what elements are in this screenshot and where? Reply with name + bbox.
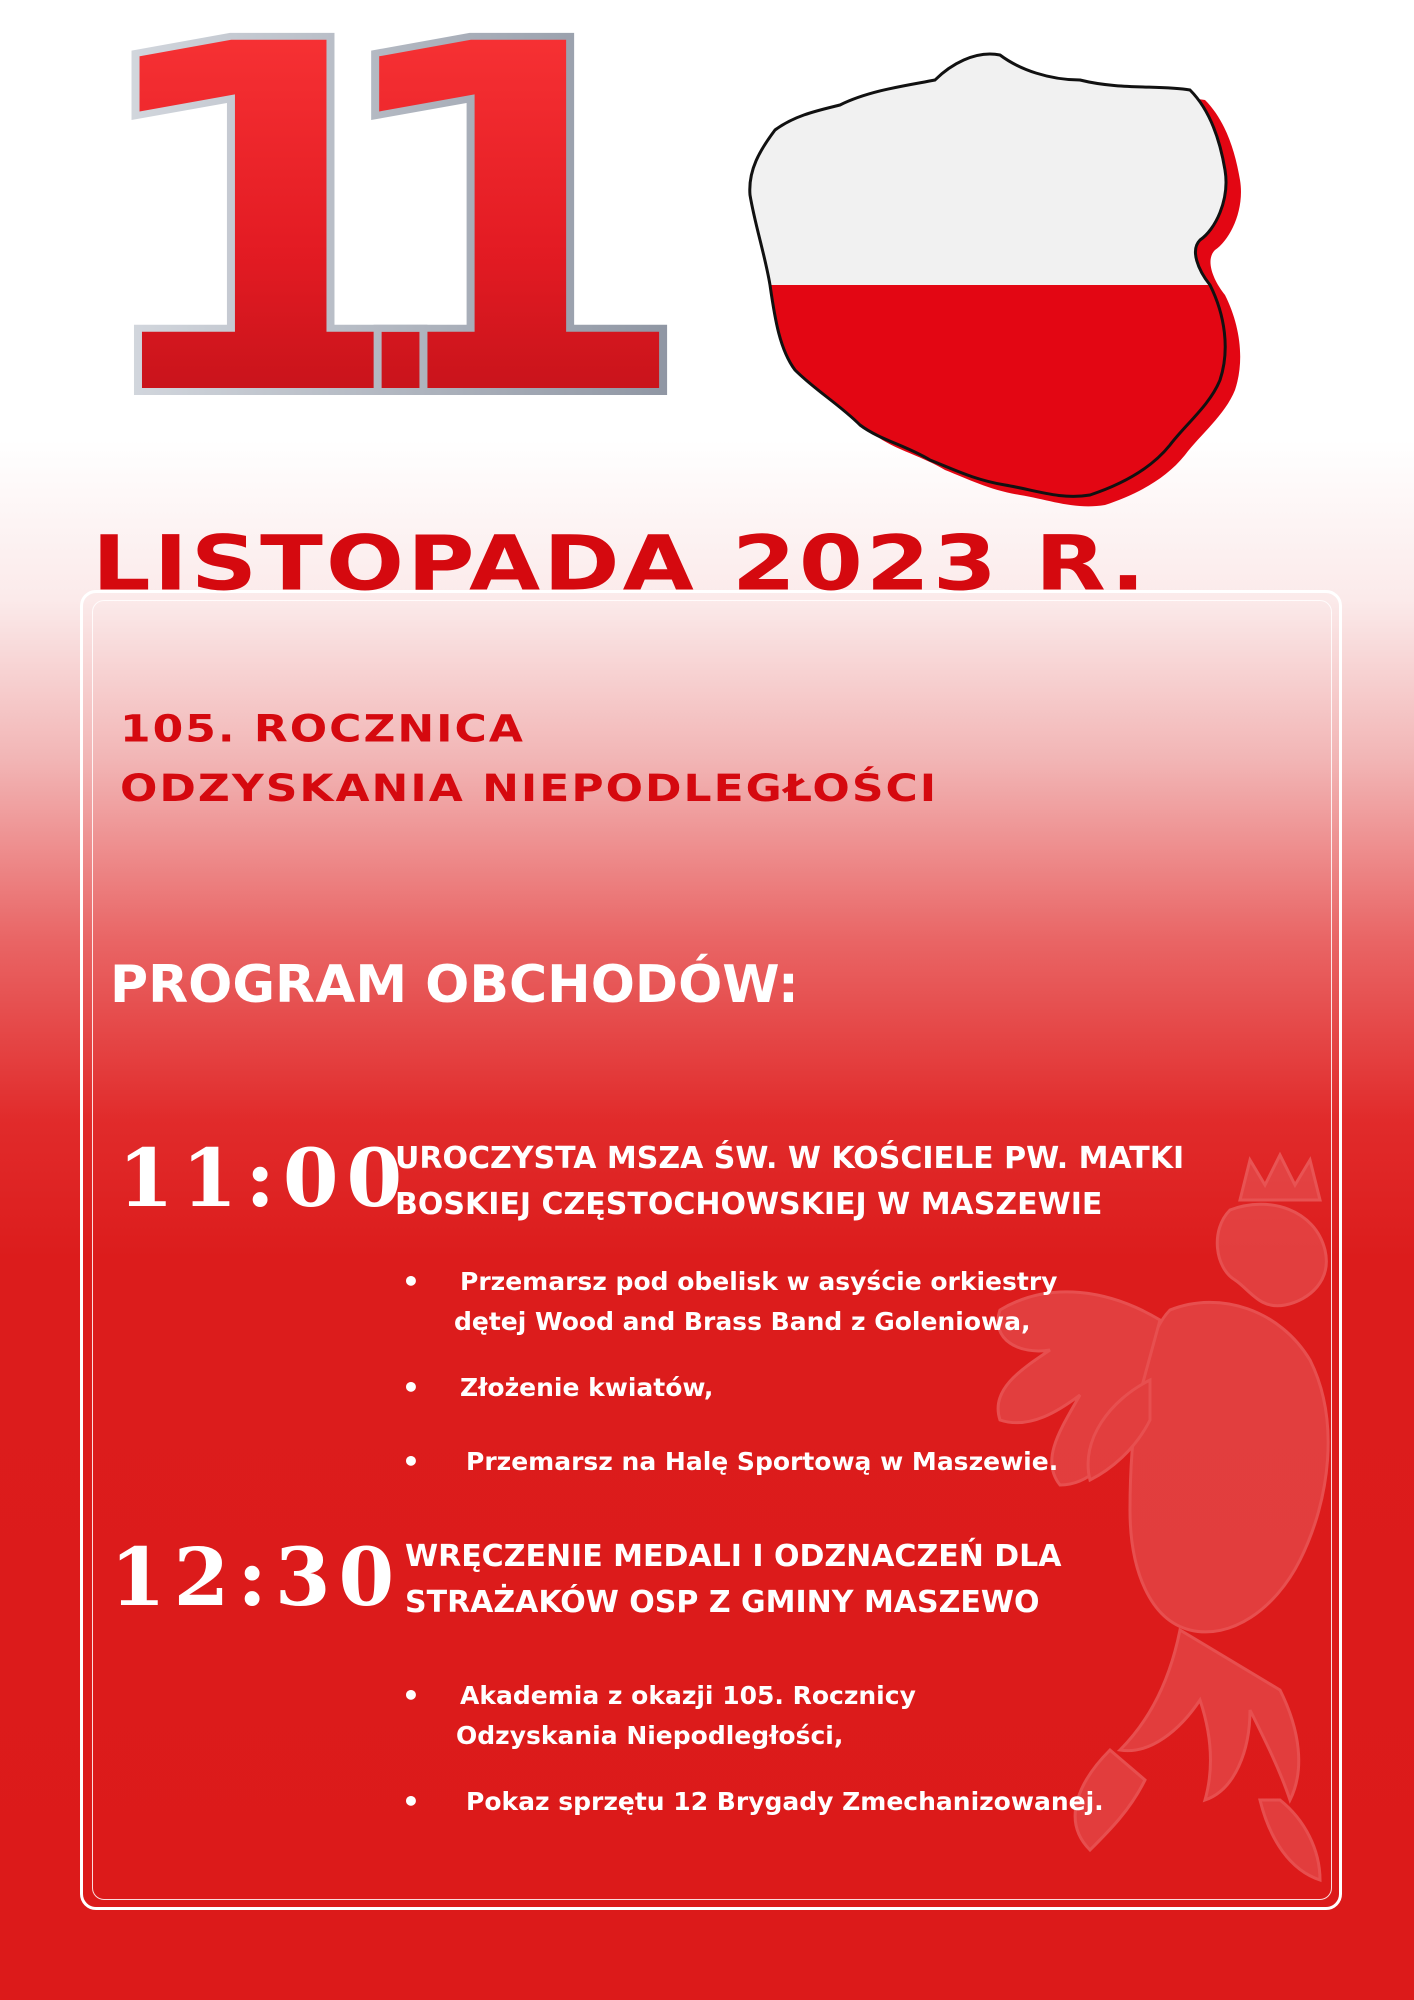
list-item-text: Odzyskania Niepodległości,: [456, 1721, 844, 1750]
event-title-1-line-2: BOSKIEJ CZĘSTOCHOWSKIEJ W MASZEWIE: [395, 1187, 1103, 1222]
program-heading: PROGRAM OBCHODÓW:: [110, 955, 799, 1015]
list-item: [402, 1368, 1058, 1408]
big-number-text: 11: [72, 0, 552, 507]
list-item: [402, 1676, 1104, 1756]
list-item: [402, 1262, 1058, 1342]
headline-date: LISTOPADA 2023 R.: [92, 520, 1149, 608]
event-title-1: [395, 1136, 1184, 1228]
event-time-1: 11:00: [118, 1131, 411, 1225]
subtitle-line-1: 105. ROCZNICA: [120, 707, 525, 751]
list-item-text: • Złożenie kwiatów,: [460, 1373, 714, 1402]
event-title-2: [405, 1534, 1061, 1626]
poland-map-flag-icon: [720, 30, 1260, 540]
list-item-text: • Akademia z okazji 105. Rocznicy: [460, 1681, 916, 1710]
list-item-text: • Przemarsz na Halę Sportową w Maszewie.: [466, 1447, 1059, 1476]
list-item-text: • Przemarsz pod obelisk w asyście orkiestry: [460, 1267, 1058, 1296]
anniversary-subtitle: [120, 700, 1360, 819]
big-number-11-graphic: [72, 0, 552, 507]
event-time-2: 12:30: [110, 1530, 403, 1624]
event-title-2-line-2: STRAŻAKÓW OSP Z GMINY MASZEWO: [405, 1585, 1040, 1620]
list-item-text: • Pokaz sprzętu 12 Brygady Zmechanizowanej.: [466, 1787, 1104, 1816]
list-item: [402, 1442, 1058, 1482]
event-1-list: [402, 1262, 1058, 1482]
subtitle-line-2: ODZYSKANIA NIEPODLEGŁOŚCI: [120, 767, 939, 811]
list-item: [402, 1782, 1104, 1822]
event-title-2-line-1: WRĘCZENIE MEDALI I ODZNACZEŃ DLA: [405, 1539, 1062, 1574]
event-title-1-line-1: UROCZYSTA MSZA ŚW. W KOŚCIELE PW. MATKI: [395, 1141, 1185, 1176]
event-2-list: [402, 1676, 1104, 1822]
list-item-text: dętej Wood and Brass Band z Goleniowa,: [454, 1307, 1031, 1336]
